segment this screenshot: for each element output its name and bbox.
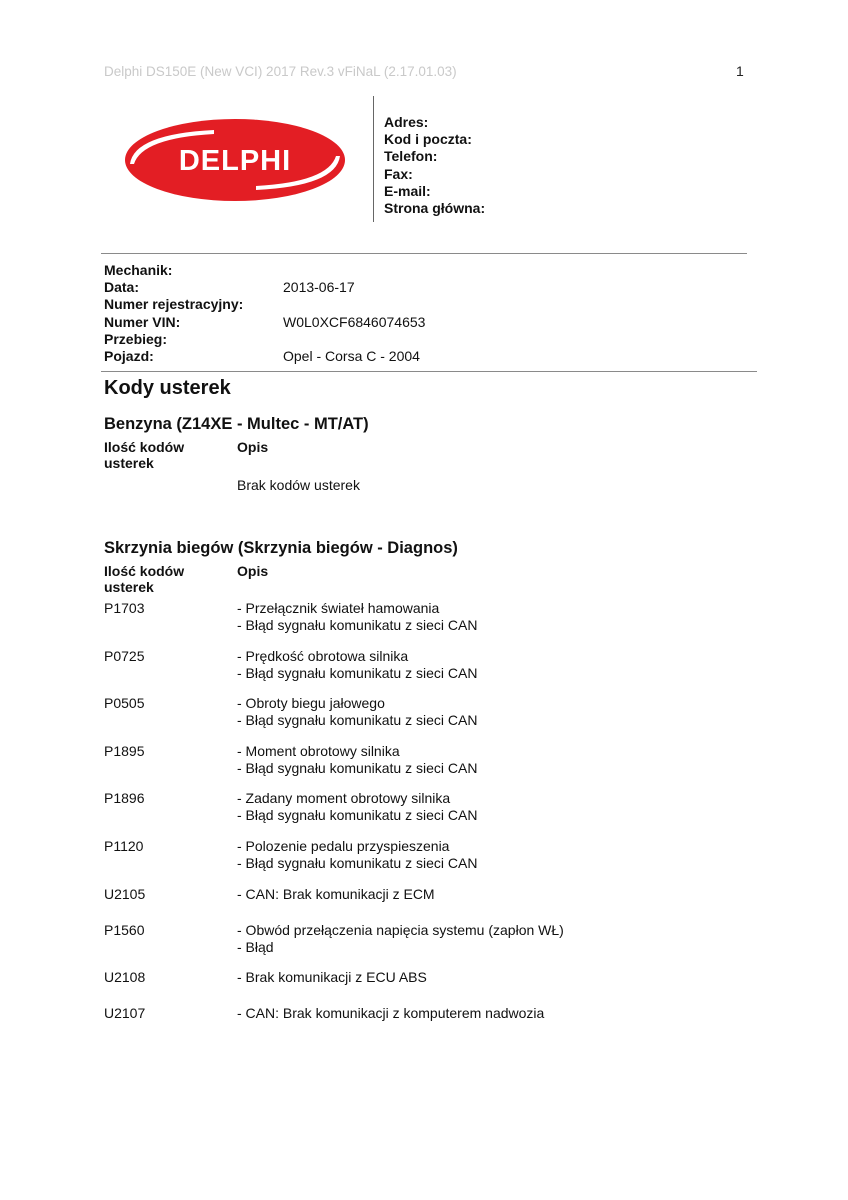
system-title: Benzyna (Z14XE - Multec - MT/AT)	[104, 415, 369, 433]
fault-description	[237, 1005, 544, 1022]
contact-phone-label: Telefon:	[384, 148, 438, 165]
fault-description	[237, 743, 477, 776]
info-label: Data:	[104, 279, 140, 296]
fault-description	[237, 648, 477, 681]
info-row-vin	[104, 314, 425, 331]
info-label: Numer rejestracyjny:	[104, 296, 244, 313]
fault-description-line: - Błąd sygnału komunikatu z sieci CAN	[237, 759, 478, 776]
info-row-mechanic	[104, 262, 425, 279]
fault-description	[237, 969, 427, 986]
fault-code: U2105	[104, 886, 146, 902]
info-label: Przebieg:	[104, 330, 168, 347]
fault-description-line: - Błąd sygnału komunikatu z sieci CAN	[237, 711, 478, 728]
fault-description-line: - Brak komunikacji z ECU ABS	[237, 969, 427, 985]
divider-bottom	[101, 371, 757, 372]
fault-description	[237, 886, 435, 903]
fault-description	[237, 838, 477, 871]
fault-description-line: - CAN: Brak komunikacji z komputerem nadwozia	[237, 1005, 545, 1021]
contact-postal-label: Kod i poczta:	[384, 131, 472, 148]
fault-description-line: - Błąd sygnału komunikatu z sieci CAN	[237, 854, 478, 871]
column-header-description: Opis	[237, 439, 269, 455]
fault-description-line: - Moment obrotowy silnika	[237, 743, 400, 759]
fault-description-line: - Polozenie pedalu przyspieszenia	[237, 838, 450, 854]
fault-code: P0725	[104, 648, 145, 664]
fault-description	[237, 695, 477, 728]
divider-top	[101, 253, 747, 254]
delphi-logo	[124, 118, 346, 202]
fault-code: U2108	[104, 969, 146, 985]
contact-email-label: E-mail:	[384, 182, 431, 199]
column-header-code: Ilość kodów usterek	[104, 439, 185, 471]
fault-description-line: - CAN: Brak komunikacji z ECM	[237, 886, 435, 902]
fault-description-line: - Błąd	[237, 938, 274, 955]
fault-description-line: - Zadany moment obrotowy silnika	[237, 790, 451, 806]
info-row-registration	[104, 296, 425, 313]
fault-description-line: - Obroty biegu jałowego	[237, 695, 385, 711]
contact-block	[384, 114, 485, 217]
fault-code: P1895	[104, 743, 145, 759]
fault-code: P1896	[104, 790, 145, 806]
document-header-title: Delphi DS150E (New VCI) 2017 Rev.3 vFiNaL (2.17.01.03)	[104, 64, 457, 79]
contact-website-label: Strona główna:	[384, 200, 486, 217]
fault-code: P1703	[104, 600, 145, 616]
vehicle-info	[104, 262, 425, 365]
contact-fax-label: Fax:	[384, 165, 413, 182]
fault-description	[237, 790, 477, 823]
fault-code: P1120	[104, 838, 144, 854]
fault-code: P1560	[104, 922, 145, 938]
info-label: Numer VIN:	[104, 313, 181, 330]
info-value: W0L0XCF6846074653	[283, 313, 426, 330]
system-title: Skrzynia biegów (Skrzynia biegów - Diagnos)	[104, 539, 458, 557]
fault-description	[237, 922, 564, 955]
fault-code: P0505	[104, 695, 145, 711]
info-row-date	[104, 279, 425, 296]
fault-code: U2107	[104, 1005, 146, 1021]
info-label: Pojazd:	[104, 347, 154, 364]
column-header-description: Opis	[237, 563, 269, 579]
fault-description-line: - Prędkość obrotowa silnika	[237, 648, 409, 664]
fault-description-line: - Obwód przełączenia napięcia systemu (zapłon WŁ)	[237, 922, 564, 938]
info-row-mileage	[104, 331, 425, 348]
section-title: Kody usterek	[104, 377, 231, 399]
info-row-vehicle	[104, 348, 425, 365]
header-divider	[373, 96, 374, 222]
fault-description-line: - Przełącznik świateł hamowania	[237, 600, 440, 616]
contact-address-label: Adres:	[384, 114, 429, 130]
logo-text: DELPHI	[178, 145, 292, 177]
fault-description	[237, 600, 477, 633]
no-codes-message: Brak kodów usterek	[237, 477, 360, 493]
info-value: Opel - Corsa C - 2004	[283, 347, 420, 364]
info-label: Mechanik:	[104, 262, 173, 278]
fault-description-line: - Błąd sygnału komunikatu z sieci CAN	[237, 806, 478, 823]
page-number: 1	[736, 63, 744, 79]
fault-description-line: - Błąd sygnału komunikatu z sieci CAN	[237, 616, 478, 633]
column-header-code: Ilość kodów usterek	[104, 563, 185, 595]
fault-description-line: - Błąd sygnału komunikatu z sieci CAN	[237, 664, 478, 681]
info-value: 2013-06-17	[283, 279, 355, 296]
